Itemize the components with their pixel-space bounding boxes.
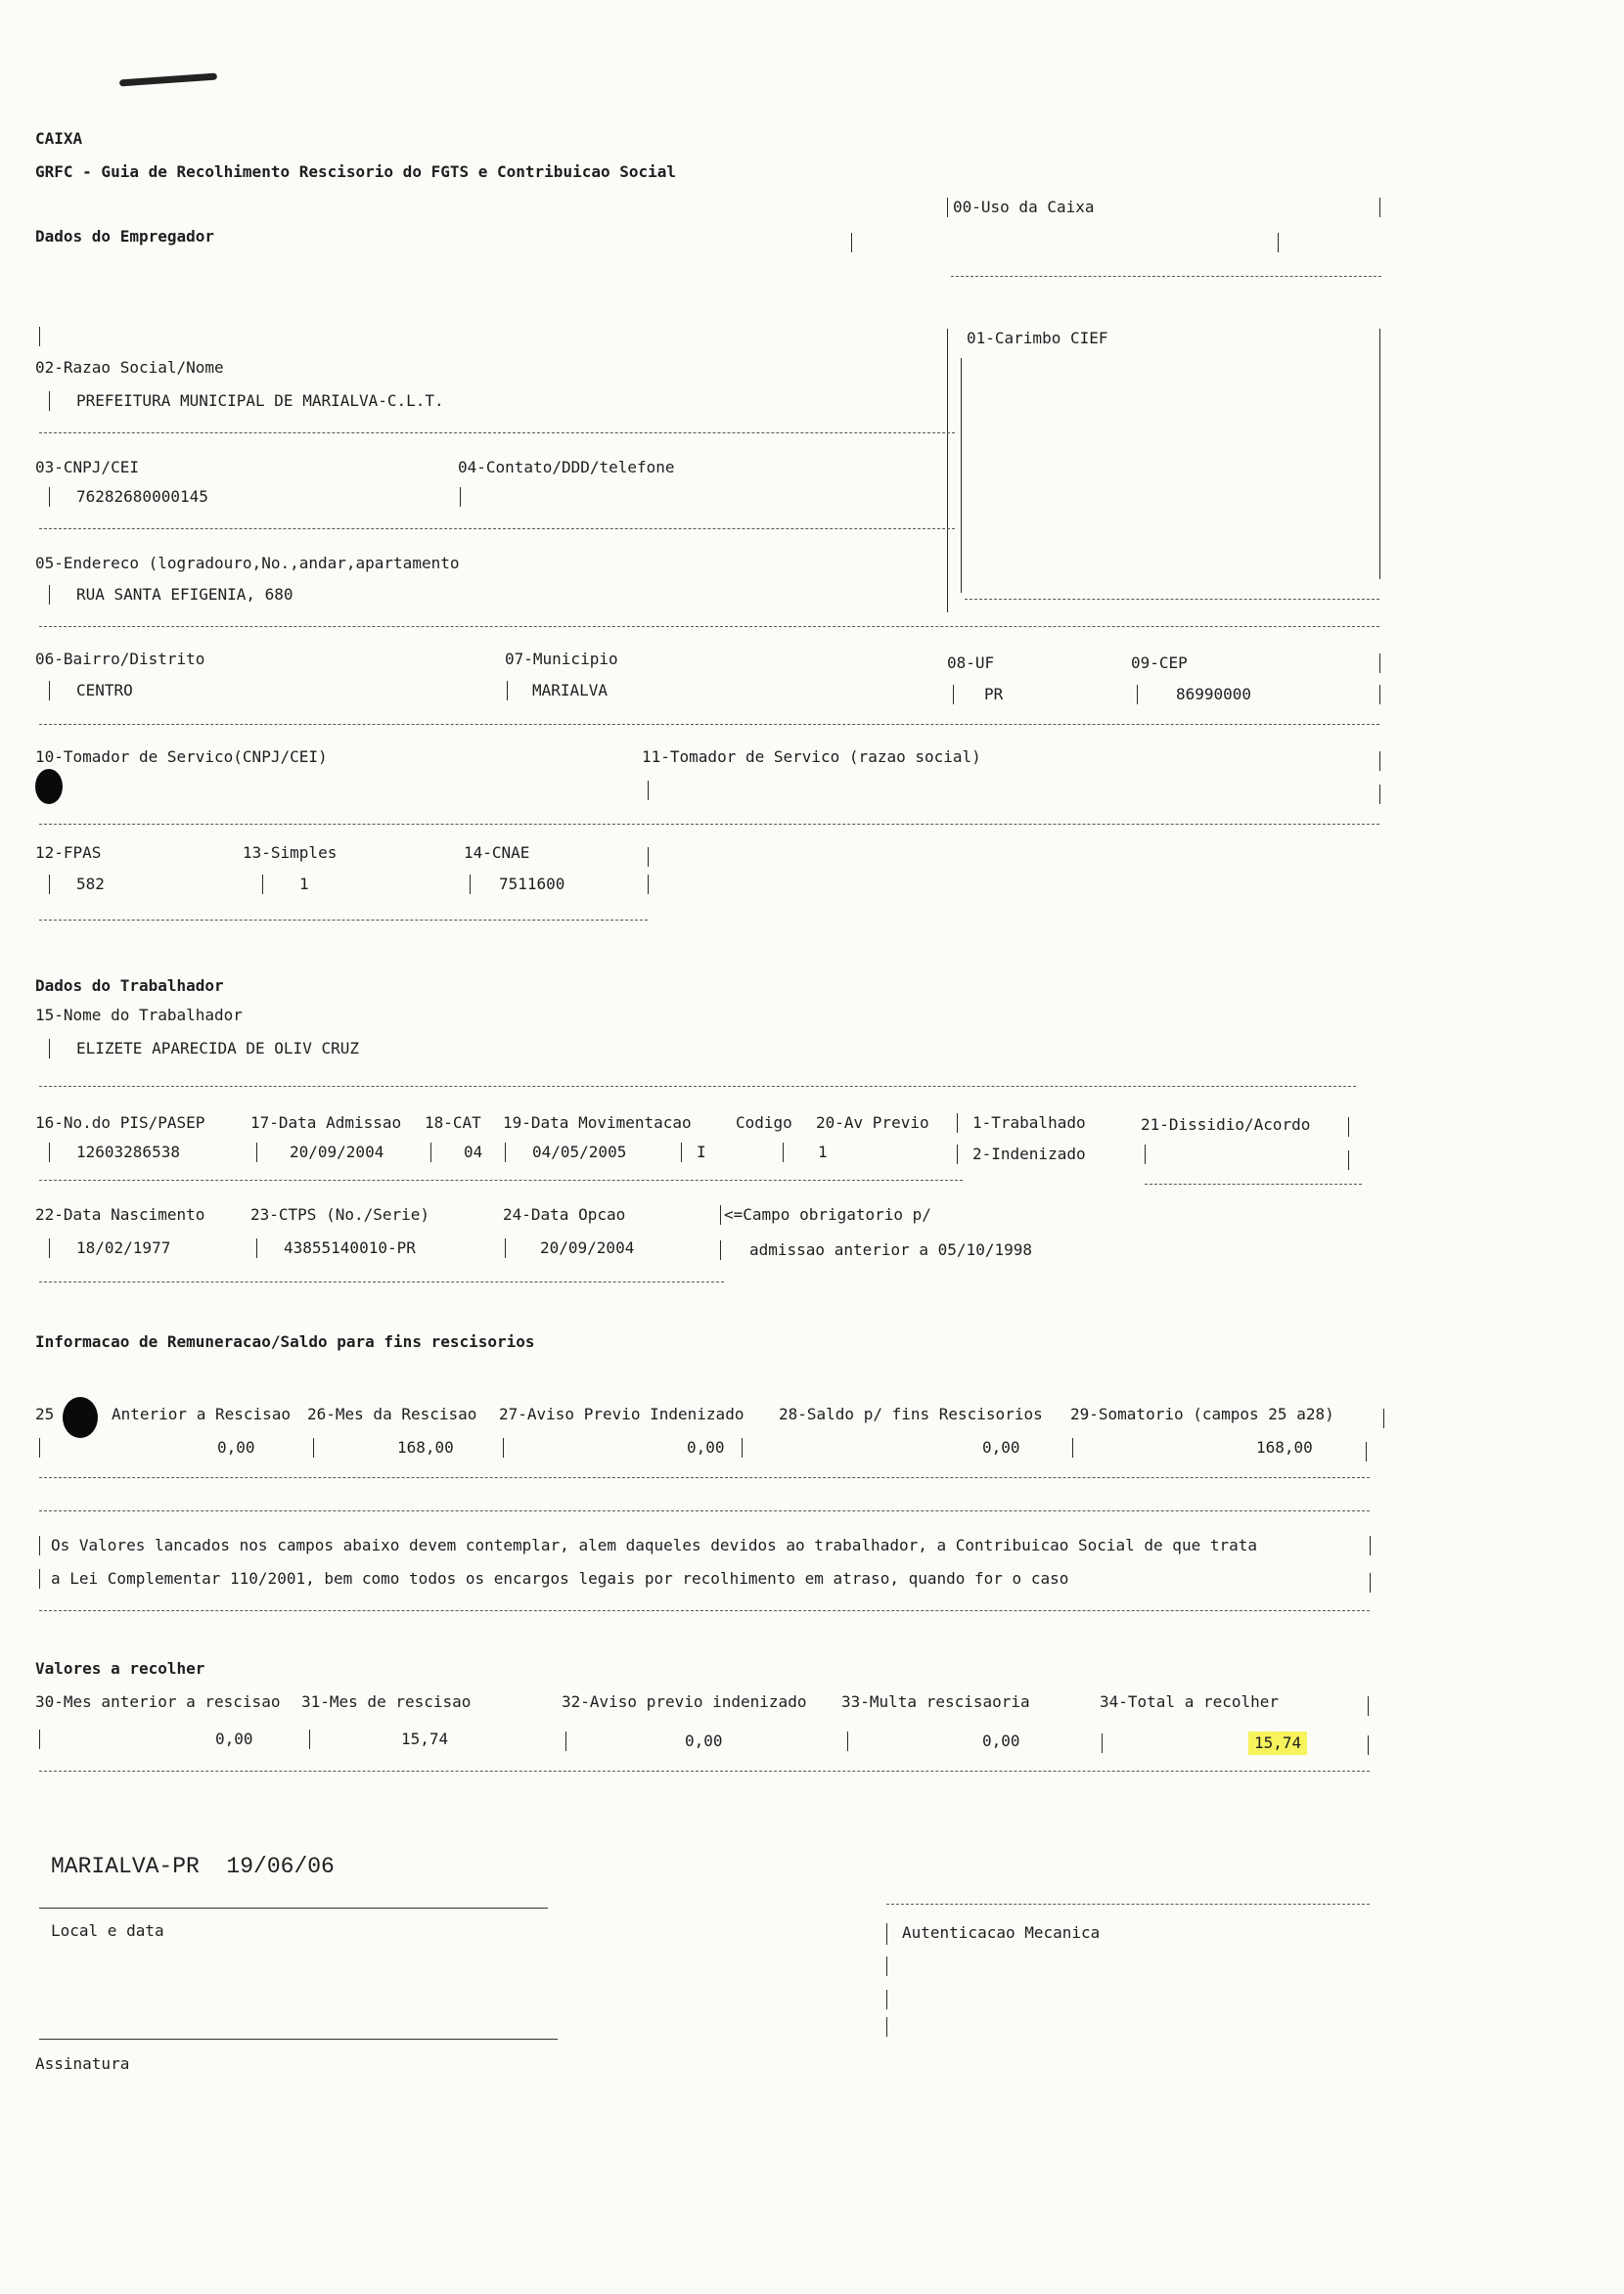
divider: [1278, 233, 1279, 252]
divider: [49, 1039, 50, 1058]
punch-hole-2: [63, 1397, 98, 1438]
field-label-29: 29-Somatorio (campos 25 a28): [1070, 1405, 1334, 1423]
divider: [1137, 685, 1138, 704]
divider: [720, 1205, 721, 1225]
punch-hole-1: [35, 769, 63, 804]
rule: [39, 1510, 1370, 1511]
divider: [1379, 751, 1380, 771]
field-33: 0,00: [982, 1732, 1020, 1750]
rule: [39, 1771, 1370, 1772]
divider: [49, 391, 50, 411]
divider: [1348, 1117, 1349, 1137]
field-label-nascimento: 22-Data Nascimento: [35, 1205, 205, 1224]
divider: [49, 681, 50, 700]
field-label-33: 33-Multa rescisaoria: [841, 1692, 1030, 1711]
field-endereco: RUA SANTA EFIGENIA, 680: [76, 585, 293, 604]
autenticacao-label: Autenticacao Mecanica: [902, 1923, 1101, 1942]
section-employer: Dados do Empregador: [35, 227, 215, 246]
field-codigo: I: [697, 1143, 706, 1161]
field-32: 0,00: [685, 1732, 723, 1750]
field-label-32: 32-Aviso previo indenizado: [562, 1692, 807, 1711]
rule: [39, 432, 955, 433]
field-nascimento: 18/02/1977: [76, 1238, 171, 1257]
field-label-cnae: 14-CNAE: [464, 843, 530, 862]
rule: [39, 920, 648, 921]
divider: [1366, 1442, 1367, 1462]
field-label-razao-social: 02-Razao Social/Nome: [35, 358, 224, 377]
divider: [1383, 1409, 1384, 1428]
divider: [1370, 1536, 1371, 1555]
rule: [39, 1610, 1370, 1611]
divider: [39, 1536, 40, 1555]
divider: [886, 1957, 887, 1976]
field-cep: 86990000: [1176, 685, 1252, 703]
divider: [507, 681, 508, 700]
divider: [947, 329, 948, 612]
field-label-opcao: 24-Data Opcao: [503, 1205, 626, 1224]
local-data-label: Local e data: [51, 1921, 164, 1940]
divider: [953, 685, 954, 704]
divider: [49, 875, 50, 894]
field-simples: 1: [299, 875, 309, 893]
field-fpas: 582: [76, 875, 105, 893]
divider: [39, 327, 40, 346]
field-label-tomador-cnpj: 10-Tomador de Servico(CNPJ/CEI): [35, 747, 328, 766]
field-27: 0,00: [687, 1438, 725, 1457]
divider: [1145, 1145, 1146, 1164]
field-municipio: MARIALVA: [532, 681, 609, 699]
assinatura-label: Assinatura: [35, 2054, 130, 2073]
rule: [39, 724, 1379, 725]
field-29: 168,00: [1256, 1438, 1313, 1457]
divider: [39, 1569, 40, 1589]
signature-line: [39, 1908, 548, 1909]
field-30: 0,00: [215, 1730, 253, 1748]
divider: [1348, 1150, 1349, 1170]
field-label-municipio: 07-Municipio: [505, 650, 618, 668]
rule: [39, 1086, 1356, 1087]
field-admissao: 20/09/2004: [290, 1143, 384, 1161]
local-data-value: MARIALVA-PR 19/06/06: [51, 1854, 335, 1879]
field-label-carimbo: 01-Carimbo CIEF: [967, 329, 1108, 347]
field-uf: PR: [984, 685, 1004, 703]
divider: [720, 1240, 721, 1260]
field-label-cat: 18-CAT: [425, 1113, 481, 1132]
field-label-27: 27-Aviso Previo Indenizado: [499, 1405, 744, 1423]
field-label-admissao: 17-Data Admissao: [250, 1113, 402, 1132]
divider: [39, 1438, 40, 1458]
divider: [648, 875, 649, 894]
field-label-uso-caixa: 00-Uso da Caixa: [953, 198, 1095, 216]
section-worker: Dados do Trabalhador: [35, 976, 224, 995]
notice-line-2: a Lei Complementar 110/2001, bem como todos os encargos legais por recolhimento em atraso, quando for o caso: [51, 1569, 1069, 1588]
field-label-bairro: 06-Bairro/Distrito: [35, 650, 205, 668]
field-aviso-opt1: 1-Trabalhado: [972, 1113, 1086, 1132]
document-title: GRFC - Guia de Recolhimento Rescisorio do FGTS e Contribuicao Social: [35, 162, 677, 181]
divider: [49, 585, 50, 605]
field-aviso-opt2: 2-Indenizado: [972, 1145, 1086, 1163]
divider: [648, 781, 649, 800]
rule: [39, 1180, 963, 1181]
divider: [1370, 1573, 1371, 1593]
field-opcao: 20/09/2004: [540, 1238, 635, 1257]
divider: [49, 1143, 50, 1162]
rule: [39, 626, 1379, 627]
divider: [648, 847, 649, 867]
divider: [847, 1732, 848, 1751]
field-label-endereco: 05-Endereco (logradouro,No.,andar,apartamento: [35, 554, 460, 572]
field-pis: 12603286538: [76, 1143, 180, 1161]
divider: [256, 1238, 257, 1258]
divider: [1072, 1438, 1073, 1458]
divider: [565, 1732, 566, 1751]
divider: [313, 1438, 314, 1458]
divider: [503, 1438, 504, 1458]
divider: [947, 198, 948, 217]
field-28: 0,00: [982, 1438, 1020, 1457]
divider: [460, 487, 461, 507]
divider: [1102, 1733, 1103, 1753]
rule: [39, 1477, 1370, 1478]
divider: [39, 1730, 40, 1749]
field-label-ctps: 23-CTPS (No./Serie): [250, 1205, 430, 1224]
divider: [742, 1438, 743, 1458]
field-label-tomador-razao: 11-Tomador de Servico (razao social): [642, 747, 981, 766]
signature-line: [39, 2039, 558, 2040]
field-label-dissidio: 21-Dissidio/Acordo: [1141, 1115, 1311, 1134]
field-label-simples: 13-Simples: [243, 843, 338, 862]
field-label-fpas: 12-FPAS: [35, 843, 102, 862]
field-nome-trabalhador: ELIZETE APARECIDA DE OLIV CRUZ: [76, 1039, 359, 1057]
divider: [1368, 1696, 1369, 1716]
divider: [49, 1238, 50, 1258]
note-obrigatorio-2: admissao anterior a 05/10/1998: [749, 1240, 1032, 1259]
divider: [470, 875, 471, 894]
field-label-34: 34-Total a recolher: [1100, 1692, 1280, 1711]
rule: [39, 824, 1379, 825]
field-label-codigo: Codigo: [736, 1113, 792, 1132]
scan-mark: [119, 73, 217, 87]
divider: [309, 1730, 310, 1749]
section-valores: Valores a recolher: [35, 1659, 205, 1678]
divider: [49, 487, 50, 507]
field-31: 15,74: [401, 1730, 449, 1748]
field-label-cep: 09-CEP: [1131, 653, 1188, 672]
field-label-25: Anterior a Rescisao: [112, 1405, 292, 1423]
rule: [886, 1904, 1370, 1905]
divider: [1379, 198, 1380, 217]
rule: [39, 528, 955, 529]
field-razao-social: PREFEITURA MUNICIPAL DE MARIALVA-C.L.T.: [76, 391, 444, 410]
divider: [1379, 685, 1380, 704]
section-remuneracao: Informacao de Remuneracao/Saldo para fins rescisorios: [35, 1332, 535, 1351]
field-label-aviso: 20-Av Previo: [816, 1113, 929, 1132]
divider: [1379, 653, 1380, 673]
divider: [1368, 1735, 1369, 1755]
divider: [505, 1238, 506, 1258]
field-bairro: CENTRO: [76, 681, 133, 699]
field-label-contato: 04-Contato/DDD/telefone: [458, 458, 675, 476]
rule: [965, 599, 1379, 600]
field-label-movimentacao: 19-Data Movimentacao: [503, 1113, 692, 1132]
divider: [256, 1143, 257, 1162]
divider: [886, 1923, 887, 1945]
field-label-25-prefix: 25: [35, 1405, 55, 1423]
field-ctps: 43855140010-PR: [284, 1238, 416, 1257]
field-aviso: 1: [818, 1143, 828, 1161]
field-label-uf: 08-UF: [947, 653, 995, 672]
field-26: 168,00: [397, 1438, 454, 1457]
field-34-total: 15,74: [1248, 1732, 1307, 1755]
field-movimentacao: 04/05/2005: [532, 1143, 627, 1161]
divider: [957, 1145, 958, 1164]
divider: [1379, 329, 1380, 579]
divider: [886, 2017, 887, 2037]
divider: [886, 1990, 887, 2009]
field-label-28: 28-Saldo p/ fins Rescisorios: [779, 1405, 1043, 1423]
divider: [851, 233, 852, 252]
field-label-pis: 16-No.do PIS/PASEP: [35, 1113, 205, 1132]
field-cnae: 7511600: [499, 875, 565, 893]
notice-line-1: Os Valores lancados nos campos abaixo devem contemplar, alem daqueles devidos ao trabalhador, a Contribuicao Social de que trata: [51, 1536, 1257, 1554]
field-label-30: 30-Mes anterior a rescisao: [35, 1692, 281, 1711]
divider: [262, 875, 263, 894]
field-25: 0,00: [217, 1438, 255, 1457]
divider: [783, 1143, 784, 1162]
divider: [1379, 785, 1380, 804]
field-label-31: 31-Mes de rescisao: [301, 1692, 472, 1711]
divider: [681, 1143, 682, 1162]
field-cat: 04: [464, 1143, 483, 1161]
field-label-26: 26-Mes da Rescisao: [307, 1405, 477, 1423]
field-label-nome: 15-Nome do Trabalhador: [35, 1006, 243, 1024]
note-obrigatorio-1: <=Campo obrigatorio p/: [724, 1205, 931, 1224]
field-cnpj: 76282680000145: [76, 487, 208, 506]
rule: [1145, 1184, 1362, 1185]
rule: [951, 276, 1381, 277]
divider: [430, 1143, 431, 1162]
divider: [957, 1113, 958, 1133]
divider: [961, 358, 962, 593]
divider: [505, 1143, 506, 1162]
org-name: CAIXA: [35, 129, 83, 148]
field-label-cnpj: 03-CNPJ/CEI: [35, 458, 139, 476]
